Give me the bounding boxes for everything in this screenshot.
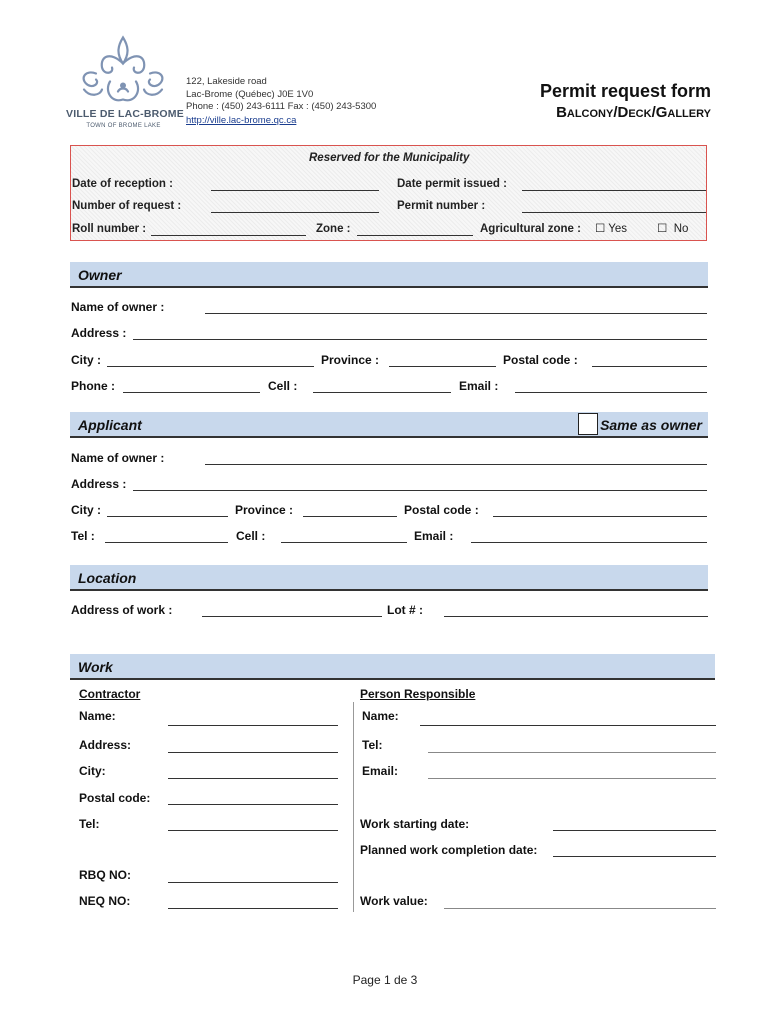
owner-name-label: Name of owner : [71,300,165,314]
rbq-field[interactable] [168,882,338,883]
permit-number-field[interactable] [522,212,706,213]
work-starting-date-label: Work starting date: [360,817,470,831]
owner-province-field[interactable] [389,366,496,367]
work-column-divider [353,702,354,912]
contractor-name-label: Name: [79,709,116,723]
date-of-reception-label: Date of reception : [72,178,173,190]
website-link[interactable]: http://ville.lac-brome.qc.ca [186,115,297,126]
work-value-field[interactable] [444,908,716,909]
location-section-title: Location [78,570,137,586]
logo-town-name: VILLE DE LAC-BROME [66,108,184,120]
agricultural-no-checkbox[interactable]: ☐ No [657,223,689,235]
applicant-name-field[interactable] [205,464,707,465]
owner-cell-label: Cell : [268,379,298,393]
owner-email-field[interactable] [515,392,707,393]
work-section-header [70,654,715,680]
owner-section-title: Owner [78,267,122,283]
roll-number-label: Roll number : [72,223,147,235]
owner-name-field[interactable] [205,313,707,314]
responsible-name-label: Name: [362,709,399,723]
form-subtitle: Balcony/Deck/Gallery [556,104,711,121]
contractor-address-field[interactable] [168,752,338,753]
lot-label: Lot # : [387,603,423,617]
owner-cell-field[interactable] [313,392,451,393]
applicant-email-label: Email : [414,529,454,543]
responsible-tel-field[interactable] [428,752,716,753]
work-starting-date-field[interactable] [553,830,716,831]
responsible-tel-label: Tel: [362,738,383,752]
owner-postal-code-field[interactable] [592,366,707,367]
applicant-section-header [70,412,708,438]
applicant-section-title: Applicant [78,417,142,433]
owner-postal-code-label: Postal code : [503,353,578,367]
owner-phone-field[interactable] [123,392,260,393]
contractor-city-field[interactable] [168,778,338,779]
date-permit-issued-label: Date permit issued : [397,178,507,190]
responsible-email-field[interactable] [428,778,716,779]
owner-email-label: Email : [459,379,499,393]
location-section-header [70,565,708,591]
contractor-city-label: City: [79,764,106,778]
number-of-request-label: Number of request : [72,200,182,212]
number-of-request-field[interactable] [211,212,379,213]
applicant-email-field[interactable] [471,542,707,543]
agricultural-no-label: No [673,223,689,235]
applicant-tel-field[interactable] [105,542,228,543]
applicant-address-label: Address : [71,477,127,491]
neq-field[interactable] [168,908,338,909]
owner-city-label: City : [71,353,101,367]
responsible-email-label: Email: [362,764,399,778]
applicant-cell-label: Cell : [236,529,266,543]
person-responsible-heading: Person Responsible [360,687,476,701]
contractor-heading: Contractor [79,687,141,701]
municipality-box [70,145,707,241]
applicant-city-label: City : [71,503,101,517]
owner-city-field[interactable] [107,366,314,367]
owner-address-field[interactable] [133,339,707,340]
owner-section-header [70,262,708,288]
owner-phone-label: Phone : [71,379,115,393]
page-number: Page 1 de 3 [352,973,418,987]
applicant-tel-label: Tel : [71,529,95,543]
municipality-heading: Reserved for the Municipality [309,152,470,164]
neq-label: NEQ NO: [79,894,131,908]
same-as-owner-label: Same as owner [600,417,702,433]
same-as-owner-checkbox[interactable] [578,413,598,435]
zone-label: Zone : [316,223,351,235]
form-title: Permit request form [539,81,711,101]
address-line-3: Phone : (450) 243-6111 Fax : (450) 243-5300 [186,101,377,112]
rbq-label: RBQ NO: [79,868,131,882]
applicant-province-field[interactable] [303,516,397,517]
address-line-1: 122, Lakeside road [186,76,267,87]
lot-field[interactable] [444,616,708,617]
applicant-name-label: Name of owner : [71,451,165,465]
logo-town-subname: TOWN OF BROME LAKE [86,123,161,129]
applicant-address-field[interactable] [133,490,707,491]
contractor-address-label: Address: [79,738,132,752]
work-value-label: Work value: [360,894,428,908]
applicant-postal-code-field[interactable] [493,516,707,517]
contractor-tel-field[interactable] [168,830,338,831]
roll-number-field[interactable] [151,235,306,236]
address-of-work-label: Address of work : [71,603,173,617]
agricultural-zone-label: Agricultural zone : [480,223,581,235]
applicant-cell-field[interactable] [281,542,407,543]
date-permit-issued-field[interactable] [522,190,706,191]
applicant-province-label: Province : [235,503,294,517]
owner-province-label: Province : [321,353,380,367]
completion-date-label: Planned work completion date: [360,843,538,857]
applicant-city-field[interactable] [107,516,228,517]
contractor-postal-code-field[interactable] [168,804,338,805]
contractor-name-field[interactable] [168,725,338,726]
contractor-postal-code-label: Postal code: [79,791,151,805]
agricultural-yes-checkbox[interactable]: ☐ Yes [595,223,628,235]
agricultural-yes-label: Yes [608,223,628,235]
owner-address-label: Address : [71,326,127,340]
completion-date-field[interactable] [553,856,716,857]
applicant-postal-code-label: Postal code : [404,503,479,517]
zone-field[interactable] [357,235,473,236]
responsible-name-field[interactable] [420,725,716,726]
contractor-tel-label: Tel: [79,817,100,831]
address-line-2: Lac-Brome (Québec) J0E 1V0 [186,89,314,100]
work-section-title: Work [78,659,113,675]
date-of-reception-field[interactable] [211,190,379,191]
permit-number-label: Permit number : [397,200,486,212]
address-of-work-field[interactable] [202,616,382,617]
